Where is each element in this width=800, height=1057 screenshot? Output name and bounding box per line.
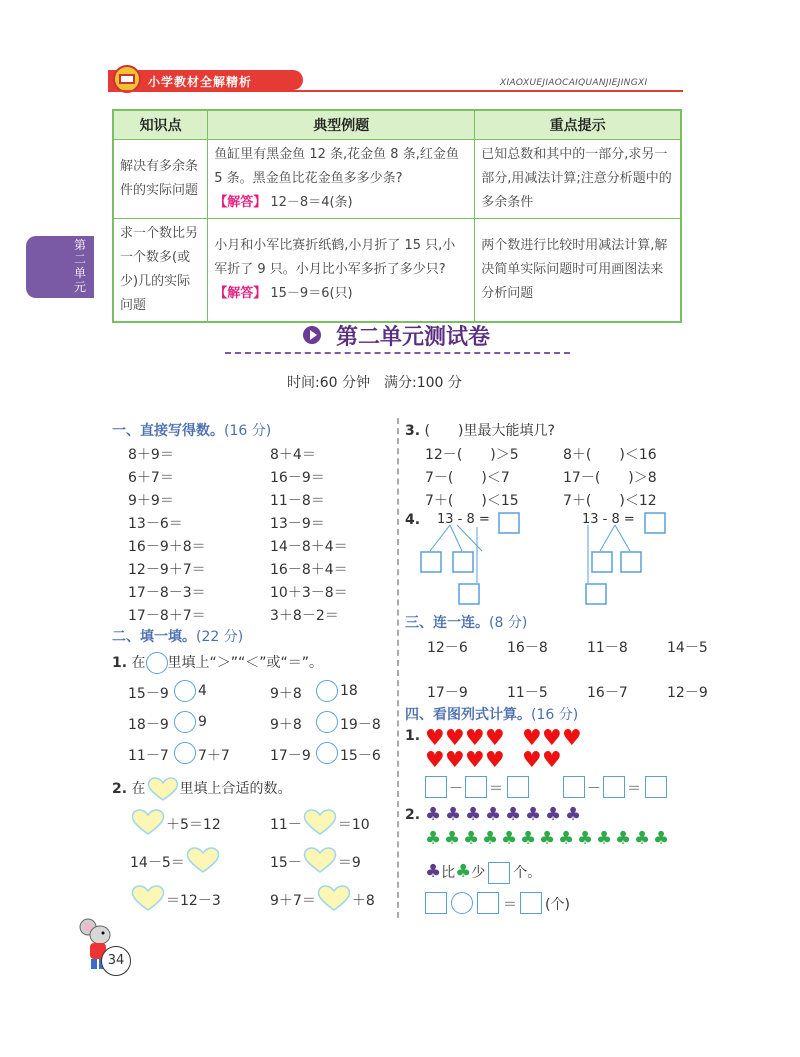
compare-left: 9＋8 [270, 717, 302, 733]
equals-sign: ＝ [627, 781, 641, 797]
answer-text: 15－9＝6(只) [270, 286, 353, 301]
compare-text-c: 个。 [513, 865, 542, 881]
red-heart-icon: ♥ [425, 748, 445, 773]
section2-label: 二、填一填。 [112, 629, 196, 645]
match-top: 16－8 [507, 640, 548, 656]
minus-sign: － [449, 781, 463, 797]
answer-box[interactable] [425, 776, 447, 798]
red-heart-icon: ♥ [562, 726, 582, 751]
calc-item: 14－8＋4＝ [270, 539, 348, 555]
q1-instruction [112, 652, 323, 674]
equals-sign: ＝ [489, 781, 503, 797]
tip-cell: 已知总数和其中的一部分,求另一部分,用减法计算;注意分析题中的多余条件 [475, 140, 681, 219]
compare-circle[interactable] [316, 742, 338, 764]
minus-sign: － [587, 781, 601, 797]
purple-club-icon: ♣ [445, 804, 462, 825]
answer-box[interactable] [425, 892, 447, 914]
calc-item: 9＋9＝ [128, 493, 174, 509]
table-header: 重点提示 [475, 110, 681, 140]
red-heart-icon: ♥ [465, 748, 485, 773]
max-fill-item: 8＋( )＜16 [563, 447, 657, 463]
q2-instruction [112, 776, 292, 802]
heart-item-pre: 9＋7＝ [270, 893, 316, 909]
match-bottom: 17－9 [427, 685, 468, 701]
compare-right: 4 [198, 683, 207, 699]
circle-icon [146, 652, 168, 674]
heart-box-icon[interactable] [316, 884, 352, 916]
heart-item-post: ＋5＝12 [166, 817, 221, 833]
knowledge-point: 求一个数比另一个数多(或少)几的实际问题 [113, 219, 208, 323]
purple-club-icon: ♣ [425, 804, 442, 825]
red-heart-icon: ♥ [485, 748, 505, 773]
section1-title [112, 420, 271, 440]
section1-points: (16 分) [224, 423, 272, 439]
equals-sign: ＝ [503, 897, 517, 913]
header-pinyin: XIAOXUEJIAOCAIQUANJIEJINGXI [500, 78, 648, 88]
compare-left: 15－9 [128, 686, 169, 702]
answer-box[interactable] [645, 776, 667, 798]
heart-item-pre: 15－ [270, 855, 302, 871]
green-clover-icon: ♣ [653, 828, 670, 849]
green-clover-icon: ♣ [615, 828, 632, 849]
compare-right: 7＋7 [198, 748, 230, 764]
purple-club-icon: ♣ [485, 804, 502, 825]
purple-club-icon: ♣ [525, 804, 542, 825]
knowledge-point: 解决有多余条件的实际问题 [113, 140, 208, 219]
max-fill-item: 7－( )＜7 [425, 470, 510, 486]
answer-box[interactable] [488, 862, 510, 884]
section3-title [405, 420, 555, 440]
green-clover-icon: ♣ [539, 828, 556, 849]
example-text: 鱼缸里有黑金鱼 12 条,花金鱼 8 条,红金鱼 5 条。黑金鱼比花金鱼多多少条? [214, 147, 459, 186]
heart-fill-item [270, 884, 375, 916]
heart-box-icon[interactable] [302, 846, 338, 878]
compare-circle[interactable] [174, 711, 196, 733]
green-clover-icon: ♣ [558, 828, 575, 849]
compare-circle[interactable] [316, 680, 338, 702]
unit-label: (个) [545, 897, 570, 913]
answer-box[interactable] [563, 776, 585, 798]
calc-item: 11－8＝ [270, 493, 325, 509]
green-clover-icon: ♣ [444, 828, 461, 849]
split-diagram [410, 505, 690, 615]
heart-item-post: ＝12－3 [166, 893, 221, 909]
q1-pre: 在 [131, 655, 146, 671]
q2-pre: 在 [131, 781, 146, 797]
green-clover-icon: ♣ [501, 828, 518, 849]
red-heart-icon: ♥ [522, 726, 542, 751]
q1-number: 1. [112, 655, 128, 671]
compare-right: 19－8 [340, 717, 381, 733]
compare-left: 11－7 [128, 748, 169, 764]
red-heart-icon: ♥ [425, 726, 445, 751]
example-cell [208, 140, 475, 219]
match-bottom: 11－5 [507, 685, 548, 701]
match-top: 14－5 [667, 640, 708, 656]
purple-club-icon: ♣ [565, 804, 582, 825]
unit-side-tab-label: 第二单元 [73, 238, 86, 294]
red-heart-icon: ♥ [465, 726, 485, 751]
section6-points: (16 分) [531, 707, 579, 723]
compare-circle[interactable] [174, 680, 196, 702]
match-bottom: 16－7 [587, 685, 628, 701]
test-title: 第二单元测试卷 [336, 324, 491, 350]
heart-fill-item [270, 808, 370, 840]
section2-title [112, 626, 243, 646]
max-fill-item: 7＋( )＜12 [563, 493, 657, 509]
section5-label: 三、连一连。 [405, 615, 489, 631]
operator-circle[interactable] [451, 892, 473, 914]
section3-label: ( )里最大能填几? [424, 423, 555, 439]
time-info: 时间:60 分钟 满分:100 分 [287, 375, 462, 391]
heart-box-icon[interactable] [185, 846, 221, 878]
compare-text-a: 比 [441, 865, 456, 881]
answer-text: 12－8＝4(条) [270, 195, 353, 210]
match-top: 12－6 [427, 640, 468, 656]
answer-box[interactable] [465, 776, 487, 798]
answer-box[interactable] [477, 892, 499, 914]
heart-fill-item [130, 884, 221, 916]
max-fill-item: 7＋( )＜15 [425, 493, 519, 509]
compare-right: 18 [340, 683, 358, 699]
compare-left: 18－9 [128, 717, 169, 733]
knowledge-table [112, 109, 682, 323]
red-heart-icon: ♥ [542, 726, 562, 751]
q6-1-number: 1. [405, 728, 421, 744]
example-cell [208, 219, 475, 323]
column-divider [397, 418, 399, 918]
calc-item: 6＋7＝ [128, 470, 174, 486]
purple-club-icon: ♣ [545, 804, 562, 825]
calc-item: 3＋8－2＝ [270, 608, 339, 624]
table-row [113, 140, 681, 219]
calc-item: 13－9＝ [270, 516, 325, 532]
green-clover-icon: ♣ [482, 828, 499, 849]
answer-box[interactable] [520, 892, 542, 914]
purple-club-icon: ♣ [505, 804, 522, 825]
answer-tag: 【解答】 [214, 286, 267, 301]
section6-label: 四、看图列式计算。 [405, 707, 531, 723]
max-fill-item: 12－( )＞5 [425, 447, 519, 463]
red-heart-icon: ♥ [485, 726, 505, 751]
calc-item: 13－6＝ [128, 516, 183, 532]
heart-box-icon[interactable] [302, 808, 338, 840]
title-underline [225, 352, 570, 354]
heart-item-pre: 14－5＝ [130, 855, 185, 871]
table-header: 典型例题 [208, 110, 475, 140]
tip-cell: 两个数进行比较时用减法计算,解决简单实际问题时可用画图法来分析问题 [475, 219, 681, 323]
calc-item: 17－8－3＝ [128, 585, 206, 601]
green-clover-icon: ♣ [463, 828, 480, 849]
calc-item: 12－9＋7＝ [128, 562, 206, 578]
compare-left: 9＋8 [270, 686, 302, 702]
play-icon [303, 326, 321, 344]
compare-left: 17－9 [270, 748, 311, 764]
heart-box-icon [146, 776, 180, 802]
section6-title [405, 704, 578, 724]
calc-item: 8＋9＝ [128, 447, 174, 463]
green-clover-icon: ♣ [577, 828, 594, 849]
match-top: 11－8 [587, 640, 628, 656]
compare-circle[interactable] [174, 742, 196, 764]
purple-club-icon: ♣ [425, 861, 442, 882]
q6-2-number: 2. [405, 807, 421, 823]
book-logo-icon [112, 63, 146, 93]
table-row [113, 219, 681, 323]
calc-item: 16－9＋8＝ [128, 539, 206, 555]
green-clover-icon: ♣ [425, 828, 442, 849]
heart-item-pre: 11－ [270, 817, 302, 833]
compare-right: 15－6 [340, 748, 381, 764]
example-text: 小月和小军比赛折纸鹤,小月折了 15 只,小军折了 9 只。小月比小军多折了多少只? [214, 238, 456, 277]
q2-number: 2. [112, 781, 128, 797]
q2-post: 里填上合适的数。 [179, 781, 292, 797]
purple-club-icon: ♣ [465, 804, 482, 825]
heart-box-icon[interactable] [130, 884, 166, 916]
section2-points: (22 分) [196, 629, 244, 645]
heart-item-post: ＝10 [337, 817, 370, 833]
green-clover-icon: ♣ [596, 828, 613, 849]
green-clover-icon: ♣ [634, 828, 651, 849]
clubs-equation [425, 892, 625, 916]
header-title: 小学教材全解精析 [148, 75, 253, 89]
section1-label: 一、直接写得数。 [112, 423, 224, 439]
green-clover-icon: ♣ [520, 828, 537, 849]
header-line [108, 90, 683, 92]
calc-item: 8＋4＝ [270, 447, 316, 463]
red-heart-icon: ♥ [542, 748, 562, 773]
heart-fill-item [270, 846, 361, 878]
table-header: 知识点 [113, 110, 208, 140]
section5-points: (8 分) [489, 615, 528, 631]
calc-item: 16－8＋4＝ [270, 562, 348, 578]
red-heart-icon: ♥ [522, 748, 542, 773]
section4-expr-a: 13 - 8 = [437, 512, 490, 527]
heart-fill-item [130, 808, 221, 840]
calc-item: 17－8＋7＝ [128, 608, 206, 624]
page-number: 34 [101, 946, 131, 976]
heart-item-post: ＝9 [337, 855, 361, 871]
calc-item: 10＋3－8＝ [270, 585, 348, 601]
section3-number: 3. [405, 423, 421, 439]
section4-expr-b: 13 - 8 = [582, 512, 635, 527]
match-bottom: 12－9 [667, 685, 708, 701]
compare-circle[interactable] [316, 711, 338, 733]
compare-right: 9 [198, 714, 207, 730]
clubs-compare-line [425, 861, 541, 884]
green-clover-icon: ♣ [455, 861, 472, 882]
heart-box-icon[interactable] [130, 808, 166, 840]
compare-text-b: 少 [471, 865, 486, 881]
section4-number: 4. [405, 512, 421, 528]
table-header-row [113, 110, 681, 140]
heart-fill-item [130, 846, 221, 878]
answer-tag: 【解答】 [214, 195, 267, 210]
red-heart-icon: ♥ [445, 726, 465, 751]
calc-item: 16－9＝ [270, 470, 325, 486]
answer-box[interactable] [603, 776, 625, 798]
section5-title [405, 612, 527, 632]
heart-item-post: ＋8 [351, 893, 375, 909]
answer-box[interactable] [507, 776, 529, 798]
max-fill-item: 17－( )＞8 [563, 470, 657, 486]
red-heart-icon: ♥ [445, 748, 465, 773]
q1-post: 里填上“＞”“＜”或“＝”。 [167, 655, 324, 671]
